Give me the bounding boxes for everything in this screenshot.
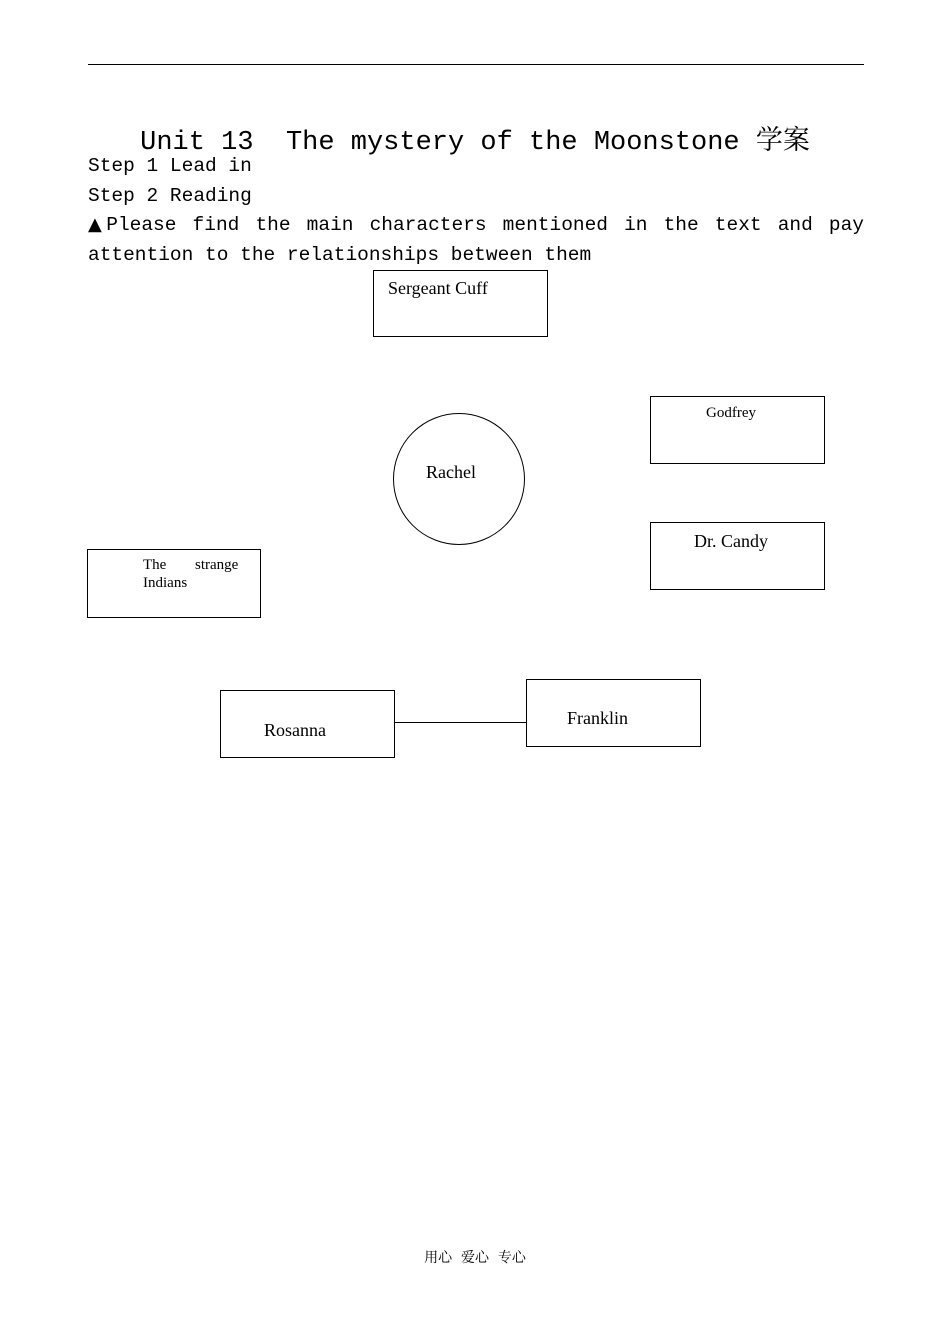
page-title: Unit 13 The mystery of the Moonstone 学案 [140, 128, 810, 158]
header-rule [88, 64, 864, 65]
rosanna-franklin-connector [394, 722, 527, 723]
strange-indians-word-2: strange [195, 557, 239, 573]
rosanna-box [220, 690, 395, 758]
strange-indians-box [87, 549, 261, 618]
rachel-circle [393, 413, 525, 545]
page-footer: 用心 爱心 专心 [424, 1250, 526, 1266]
step-lead-in: Step 1 Lead in [88, 155, 252, 177]
dr-candy-box [650, 522, 825, 590]
dr-candy-label: Dr. Candy [694, 531, 768, 551]
godfrey-box [650, 396, 825, 464]
franklin-box [526, 679, 701, 747]
franklin-label: Franklin [567, 708, 628, 728]
instruction-text-1: Please find the main characters mentioned in the text and pay [106, 214, 865, 236]
strange-indians-word-1: The [143, 557, 167, 573]
godfrey-label: Godfrey [706, 405, 756, 421]
sergeant-cuff-box [373, 270, 548, 337]
rachel-label: Rachel [426, 462, 476, 482]
strange-indians-word-3: Indians [143, 575, 188, 591]
instruction-line-1 [88, 214, 864, 236]
sergeant-cuff-label: Sergeant Cuff [388, 278, 488, 298]
instruction-line-2: attention to the relationships between them [88, 244, 592, 266]
triangle-bullet-icon: ▲ [88, 214, 107, 235]
step-reading: Step 2 Reading [88, 185, 252, 207]
rosanna-label: Rosanna [264, 720, 326, 740]
